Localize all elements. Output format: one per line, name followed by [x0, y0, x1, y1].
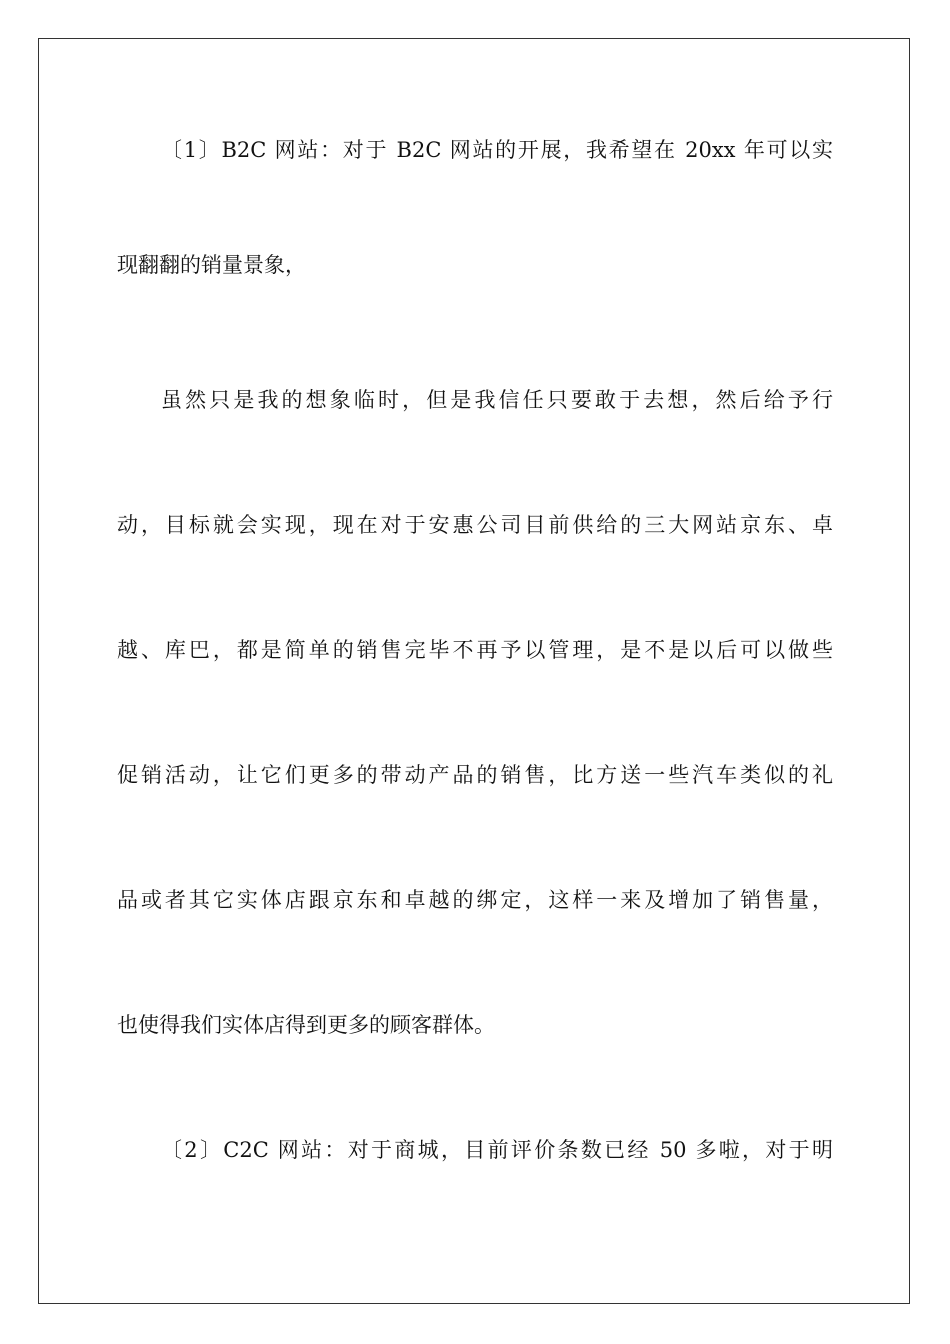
paragraph-2-line-5: 品或者其它实体店跟京东和卓越的绑定，这样一来及增加了销售量，: [117, 888, 833, 912]
paragraph-2-line-2: 动，目标就会实现，现在对于安惠公司目前供给的三大网站京东、卓: [117, 513, 833, 537]
paragraph-2-line-6: 也使得我们实体店得到更多的顾客群体。: [117, 1013, 495, 1037]
paragraph-3-line-1: 〔2〕C2C 网站：对于商城，目前评价条数已经 50 多啦，对于明: [161, 1138, 833, 1162]
page-border: [38, 38, 910, 1304]
paragraph-2-line-1: 虽然只是我的想象临时，但是我信任只要敢于去想，然后给予行: [161, 388, 833, 412]
paragraph-1-line-2: 现翻翻的销量景象，: [117, 253, 306, 277]
paragraph-2-line-3: 越、库巴，都是简单的销售完毕不再予以管理，是不是以后可以做些: [117, 638, 833, 662]
paragraph-2-line-4: 促销活动，让它们更多的带动产品的销售，比方送一些汽车类似的礼: [117, 763, 833, 787]
paragraph-1-line-1: 〔1〕B2C 网站：对于 B2C 网站的开展，我希望在 20xx 年可以实: [161, 138, 833, 162]
